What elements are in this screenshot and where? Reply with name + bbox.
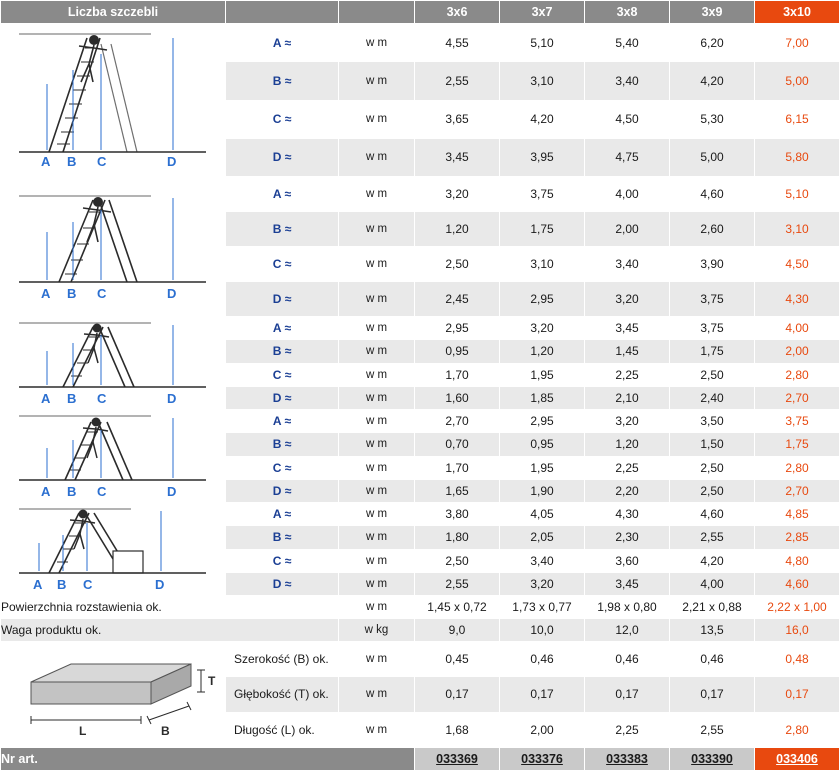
cell-value: 4,20 [670, 62, 755, 100]
svg-text:C: C [97, 154, 107, 169]
cell-value: 1,20 [500, 340, 585, 363]
cell-value: 3,10 [500, 247, 585, 282]
cell-value: 2,95 [500, 410, 585, 433]
row-label-a: A ≈ [226, 503, 339, 526]
row-unit: w m [339, 549, 415, 572]
table-row [1, 503, 839, 526]
cell-value: 1,45 [585, 340, 670, 363]
cell-value: 1,68 [415, 712, 500, 747]
cell-value: 4,00 [755, 317, 839, 340]
cell-value: 2,70 [755, 479, 839, 502]
cell-value: 4,60 [670, 177, 755, 212]
row-label-b: B ≈ [226, 340, 339, 363]
svg-text:A: A [41, 286, 51, 301]
row-label-b: B ≈ [226, 526, 339, 549]
cell-value: 3,60 [585, 549, 670, 572]
cell-value: 3,10 [500, 62, 585, 100]
cell-value: 0,70 [415, 433, 500, 456]
table-row [1, 317, 839, 340]
svg-text:C: C [97, 391, 107, 406]
cell-value: 2,50 [415, 549, 500, 572]
row-unit: w m [339, 456, 415, 479]
cell-value: 1,85 [500, 386, 585, 409]
cell-value: 2,80 [755, 363, 839, 386]
footer-label-artnr: Nr art. [1, 748, 415, 771]
cell-value: 3,10 [755, 212, 839, 247]
cell-value: 2,50 [415, 247, 500, 282]
cell-value: 1,70 [415, 456, 500, 479]
cell-value: 3,50 [670, 410, 755, 433]
cell-value: 3,40 [585, 62, 670, 100]
cell-value: 13,5 [670, 619, 755, 642]
svg-text:B: B [67, 484, 76, 499]
cell-value: 2,55 [670, 526, 755, 549]
cell-value: 3,45 [585, 572, 670, 595]
row-unit: w m [339, 317, 415, 340]
cell-value: 10,0 [500, 619, 585, 642]
article-number[interactable]: 033376 [500, 748, 585, 771]
cell-value: 3,20 [500, 317, 585, 340]
svg-text:D: D [167, 286, 176, 301]
header-blank-1 [226, 1, 339, 24]
row-label-c: C ≈ [226, 456, 339, 479]
cell-value: 2,45 [415, 282, 500, 317]
cell-value: 1,73 x 0,77 [500, 596, 585, 619]
svg-text:B: B [67, 286, 76, 301]
cell-value: 5,10 [500, 24, 585, 62]
row-unit: w kg [339, 619, 415, 642]
svg-text:D: D [155, 577, 164, 592]
svg-text:B: B [161, 724, 170, 738]
cell-value: 6,20 [670, 24, 755, 62]
ladder-illustration-3 [1, 317, 226, 410]
row-label-surface: Powierzchnia rozstawienia ok. [1, 596, 339, 619]
cell-value: 1,65 [415, 479, 500, 502]
row-unit: w m [339, 596, 415, 619]
svg-text:A: A [41, 484, 51, 499]
cell-value: 3,75 [755, 410, 839, 433]
ladder-illustration-2 [1, 177, 226, 317]
cell-value: 2,10 [585, 386, 670, 409]
header-blank-2 [339, 1, 415, 24]
row-label-c: C ≈ [226, 549, 339, 572]
cell-value: 3,75 [500, 177, 585, 212]
cell-value: 2,50 [670, 363, 755, 386]
cell-value: 3,75 [670, 282, 755, 317]
row-label-a: A ≈ [226, 317, 339, 340]
row-unit: w m [339, 340, 415, 363]
article-number[interactable]: 033390 [670, 748, 755, 771]
cell-value: 1,80 [415, 526, 500, 549]
row-unit: w m [339, 177, 415, 212]
cell-value: 1,60 [415, 386, 500, 409]
row-unit: w m [339, 282, 415, 317]
row-unit: w m [339, 212, 415, 247]
cell-value: 2,50 [670, 479, 755, 502]
article-number[interactable]: 033383 [585, 748, 670, 771]
row-label-weight: Waga produktu ok. [1, 619, 339, 642]
cell-value: 4,75 [585, 138, 670, 176]
cell-value: 0,46 [585, 642, 670, 677]
package-illustration [1, 642, 226, 748]
cell-value: 1,98 x 0,80 [585, 596, 670, 619]
cell-value: 2,00 [500, 712, 585, 747]
table-row-weight [1, 619, 839, 642]
row-label-d: D ≈ [226, 386, 339, 409]
cell-value: 2,85 [755, 526, 839, 549]
table-row-surface [1, 596, 839, 619]
row-label-package-depth: Głębokość (T) ok. [226, 677, 339, 712]
row-label-c: C ≈ [226, 363, 339, 386]
table-header-row [1, 1, 839, 24]
svg-text:B: B [57, 577, 66, 592]
cell-value: 4,55 [415, 24, 500, 62]
cell-value: 0,17 [415, 677, 500, 712]
cell-value: 1,75 [670, 340, 755, 363]
cell-value: 5,30 [670, 100, 755, 138]
cell-value: 4,85 [755, 503, 839, 526]
article-number[interactable]: 033406 [755, 748, 839, 771]
cell-value: 5,00 [755, 62, 839, 100]
cell-value: 3,40 [500, 549, 585, 572]
row-unit: w m [339, 433, 415, 456]
cell-value: 5,00 [670, 138, 755, 176]
ladder-illustration-4 [1, 410, 226, 503]
cell-value: 5,10 [755, 177, 839, 212]
svg-text:A: A [33, 577, 43, 592]
cell-value: 2,80 [755, 456, 839, 479]
cell-value: 1,75 [500, 212, 585, 247]
row-unit: w m [339, 247, 415, 282]
table-row [1, 410, 839, 433]
cell-value: 3,80 [415, 503, 500, 526]
row-label-a: A ≈ [226, 410, 339, 433]
row-unit: w m [339, 363, 415, 386]
cell-value: 2,20 [585, 479, 670, 502]
cell-value: 1,95 [500, 456, 585, 479]
cell-value: 1,20 [415, 212, 500, 247]
cell-value: 2,60 [670, 212, 755, 247]
row-unit: w m [339, 526, 415, 549]
row-label-a: A ≈ [226, 177, 339, 212]
cell-value: 2,55 [415, 572, 500, 595]
cell-value: 3,20 [585, 282, 670, 317]
table-footer-row [1, 748, 839, 771]
cell-value: 3,90 [670, 247, 755, 282]
cell-value: 0,95 [500, 433, 585, 456]
cell-value: 4,00 [670, 572, 755, 595]
row-label-b: B ≈ [226, 62, 339, 100]
svg-text:C: C [97, 286, 107, 301]
row-unit: w m [339, 712, 415, 747]
cell-value: 3,75 [670, 317, 755, 340]
cell-value: 2,55 [670, 712, 755, 747]
svg-text:T: T [208, 674, 216, 688]
row-unit: w m [339, 572, 415, 595]
cell-value: 4,30 [585, 503, 670, 526]
cell-value: 0,48 [755, 642, 839, 677]
row-unit: w m [339, 642, 415, 677]
svg-text:A: A [41, 391, 51, 406]
row-unit: w m [339, 24, 415, 62]
cell-value: 2,22 x 1,00 [755, 596, 839, 619]
row-label-a: A ≈ [226, 24, 339, 62]
row-label-package-width: Szerokość (B) ok. [226, 642, 339, 677]
cell-value: 2,55 [415, 62, 500, 100]
cell-value: 2,50 [670, 456, 755, 479]
cell-value: 3,20 [585, 410, 670, 433]
row-label-b: B ≈ [226, 212, 339, 247]
cell-value: 4,05 [500, 503, 585, 526]
cell-value: 2,95 [500, 282, 585, 317]
cell-value: 4,60 [755, 572, 839, 595]
cell-value: 0,45 [415, 642, 500, 677]
svg-text:D: D [167, 154, 176, 169]
row-unit: w m [339, 410, 415, 433]
ladder-illustration-5 [1, 503, 226, 596]
table-row [1, 177, 839, 212]
ladder-illustration-1 [1, 24, 226, 177]
svg-text:D: D [167, 391, 176, 406]
cell-value: 2,25 [585, 712, 670, 747]
cell-value: 1,90 [500, 479, 585, 502]
row-unit: w m [339, 386, 415, 409]
header-col-3x6: 3x6 [415, 1, 500, 24]
row-label-b: B ≈ [226, 433, 339, 456]
cell-value: 4,50 [755, 247, 839, 282]
cell-value: 3,20 [415, 177, 500, 212]
row-label-d: D ≈ [226, 138, 339, 176]
cell-value: 4,60 [670, 503, 755, 526]
cell-value: 4,20 [500, 100, 585, 138]
cell-value: 3,95 [500, 138, 585, 176]
cell-value: 1,45 x 0,72 [415, 596, 500, 619]
row-unit: w m [339, 677, 415, 712]
cell-value: 0,17 [585, 677, 670, 712]
cell-value: 0,17 [500, 677, 585, 712]
cell-value: 3,40 [585, 247, 670, 282]
cell-value: 0,95 [415, 340, 500, 363]
header-col-3x7: 3x7 [500, 1, 585, 24]
cell-value: 0,17 [670, 677, 755, 712]
cell-value: 4,80 [755, 549, 839, 572]
cell-value: 1,70 [415, 363, 500, 386]
cell-value: 2,95 [415, 317, 500, 340]
cell-value: 2,30 [585, 526, 670, 549]
cell-value: 5,40 [585, 24, 670, 62]
cell-value: 0,46 [670, 642, 755, 677]
svg-text:B: B [67, 154, 76, 169]
row-label-d: D ≈ [226, 282, 339, 317]
cell-value: 1,50 [670, 433, 755, 456]
row-label-d: D ≈ [226, 572, 339, 595]
cell-value: 1,75 [755, 433, 839, 456]
cell-value: 2,25 [585, 456, 670, 479]
cell-value: 4,30 [755, 282, 839, 317]
cell-value: 3,20 [500, 572, 585, 595]
cell-value: 2,70 [755, 386, 839, 409]
cell-value: 4,20 [670, 549, 755, 572]
header-col-3x9: 3x9 [670, 1, 755, 24]
cell-value: 2,05 [500, 526, 585, 549]
row-label-c: C ≈ [226, 100, 339, 138]
cell-value: 1,20 [585, 433, 670, 456]
svg-text:C: C [97, 484, 107, 499]
cell-value: 4,50 [585, 100, 670, 138]
svg-text:L: L [79, 724, 86, 738]
cell-value: 7,00 [755, 24, 839, 62]
row-unit: w m [339, 100, 415, 138]
cell-value: 4,00 [585, 177, 670, 212]
row-unit: w m [339, 479, 415, 502]
row-label-package-length: Długość (L) ok. [226, 712, 339, 747]
svg-text:C: C [83, 577, 93, 592]
cell-value: 2,21 x 0,88 [670, 596, 755, 619]
cell-value: 1,95 [500, 363, 585, 386]
table-row [1, 24, 839, 62]
svg-text:B: B [67, 391, 76, 406]
row-label-c: C ≈ [226, 247, 339, 282]
cell-value: 5,80 [755, 138, 839, 176]
cell-value: 2,40 [670, 386, 755, 409]
cell-value: 6,15 [755, 100, 839, 138]
cell-value: 2,00 [755, 340, 839, 363]
svg-text:A: A [41, 154, 51, 169]
cell-value: 2,25 [585, 363, 670, 386]
cell-value: 3,45 [585, 317, 670, 340]
row-unit: w m [339, 138, 415, 176]
header-col-3x8: 3x8 [585, 1, 670, 24]
row-label-d: D ≈ [226, 479, 339, 502]
table-row-width [1, 642, 839, 677]
cell-value: 3,65 [415, 100, 500, 138]
header-title: Liczba szczebli [1, 1, 226, 24]
cell-value: 0,17 [755, 677, 839, 712]
cell-value: 9,0 [415, 619, 500, 642]
cell-value: 2,70 [415, 410, 500, 433]
row-unit: w m [339, 503, 415, 526]
header-col-3x10: 3x10 [755, 1, 839, 24]
cell-value: 16,0 [755, 619, 839, 642]
cell-value: 3,45 [415, 138, 500, 176]
article-number[interactable]: 033369 [415, 748, 500, 771]
cell-value: 12,0 [585, 619, 670, 642]
cell-value: 0,46 [500, 642, 585, 677]
cell-value: 2,00 [585, 212, 670, 247]
svg-text:D: D [167, 484, 176, 499]
cell-value: 2,80 [755, 712, 839, 747]
row-unit: w m [339, 62, 415, 100]
